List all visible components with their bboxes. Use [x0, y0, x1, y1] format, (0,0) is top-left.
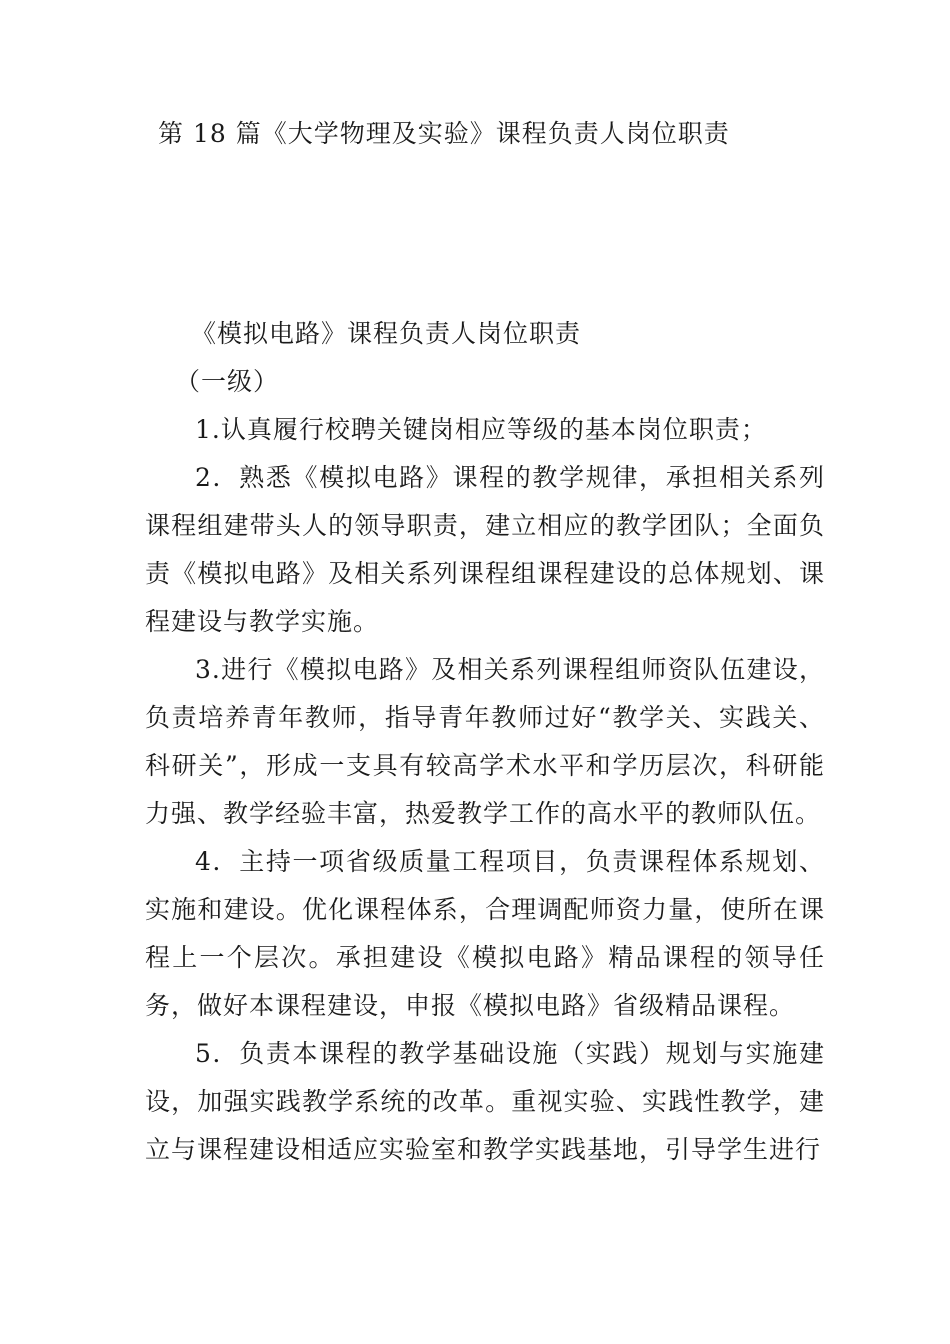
duty-item-5: 5．负责本课程的教学基础设施（实践）规划与实施建设，加强实践教学系统的改革。重视实验、实践性教学，建立与课程建设相适应实验室和教学实践基地，引导学生进行 — [145, 1039, 825, 1164]
section-title: 《模拟电路》课程负责人岗位职责 — [191, 319, 582, 348]
duty-item-4: 4．主持一项省级质量工程项目，负责课程体系规划、实施和建设。优化课程体系，合理调配师资力量，使所在课程上一个层次。承担建设《模拟电路》精品课程的领导任务，做好本课程建设，申报《模拟电路》省级精品课程。 — [145, 847, 825, 1020]
document-body — [145, 310, 825, 1174]
document-title: 第 18 篇《大学物理及实验》课程负责人岗位职责 — [158, 119, 730, 148]
duty-item-1: 1.认真履行校聘关键岗相应等级的基本岗位职责； — [195, 415, 767, 444]
duty-item-3: 3.进行《模拟电路》及相关系列课程组师资队伍建设，负责培养青年教师，指导青年教师过好“教学关、实践关、科研关”，形成一支具有较高学术水平和学历层次，科研能力强、教学经验丰富，热爱教学工作的高水平的教师队伍。 — [145, 655, 825, 828]
level-label: （一级） — [175, 367, 280, 396]
duty-item-2: 2．熟悉《模拟电路》课程的教学规律，承担相关系列课程组建带头人的领导职责，建立相应的教学团队；全面负责《模拟电路》及相关系列课程组课程建设的总体规划、课程建设与教学实施。 — [145, 463, 825, 636]
